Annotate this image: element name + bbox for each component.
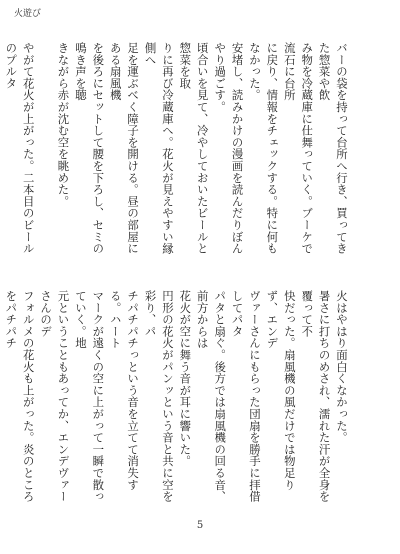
text-line: チパチパチっという音を立てて消失する。ハート xyxy=(108,290,141,491)
text-line: マークが遠くの空に上がって一瞬で散っていく。地 xyxy=(73,290,106,503)
text-block-bottom xyxy=(4,290,350,511)
page-number: 5 xyxy=(196,520,204,531)
running-header: 火遊び xyxy=(14,9,42,19)
text-line xyxy=(0,42,2,263)
text-line: ヴァーさんにもらった団扇を勝手に拝借してパタ xyxy=(230,290,262,503)
text-line: に戻り、情報をチェックする。特に何もなかった。 xyxy=(247,42,280,255)
text-line: バーの袋を持って台所へ行き、買ってきた惣菜や飲 xyxy=(317,42,349,255)
text-line: きながら赤が沈む空を眺めた。 xyxy=(56,42,71,208)
text-line: 暑さに打ちのめされ、濡れた汗が全身を覆って不 xyxy=(300,290,332,503)
text-line: 円形の花火がパンッという音と共に空を彩り、パ xyxy=(143,290,175,503)
text-line: 火はやはり面白くなかった。 xyxy=(335,290,349,444)
text-block-top xyxy=(4,42,350,263)
text-line: 元ということもあってか、エンデヴァーさんのデ xyxy=(39,290,71,503)
text-line: パタと扇ぐ。後方では扇風機の回る音、前方からは xyxy=(195,290,228,503)
text-line: を後ろにセットして腰を下ろし、セミの鳴き声を聴 xyxy=(73,42,106,255)
text-line: 安堵し、読みかけの漫画を読んだりぼんやり過ごす。 xyxy=(213,42,245,255)
text-line: 頃合いを見て、冷やしておいたビールと惣菜を取 xyxy=(178,42,210,255)
text-line: 足を運ぶべく障子を開ける。昼の部屋にある扇風機 xyxy=(108,42,141,255)
text-line: 花火が空に舞う音が耳に響いた。 xyxy=(178,290,193,467)
text-line: 快だった。扇風機の風だけでは物足りず、エンデ xyxy=(265,290,297,491)
text-line xyxy=(0,290,2,511)
text-line: りに再び冷蔵庫へ。花火が見えやすい縁側へ xyxy=(143,42,175,255)
text-line: やがて花火が上がった。二本目のビールのプルタ xyxy=(4,42,36,255)
text-line xyxy=(37,42,54,263)
text-line: フォルメの花火も上がった。炎のところをパチパチ xyxy=(4,290,36,503)
text-line: み物を冷蔵庫に仕舞っていく。ブーケで流石に台所 xyxy=(282,42,315,255)
